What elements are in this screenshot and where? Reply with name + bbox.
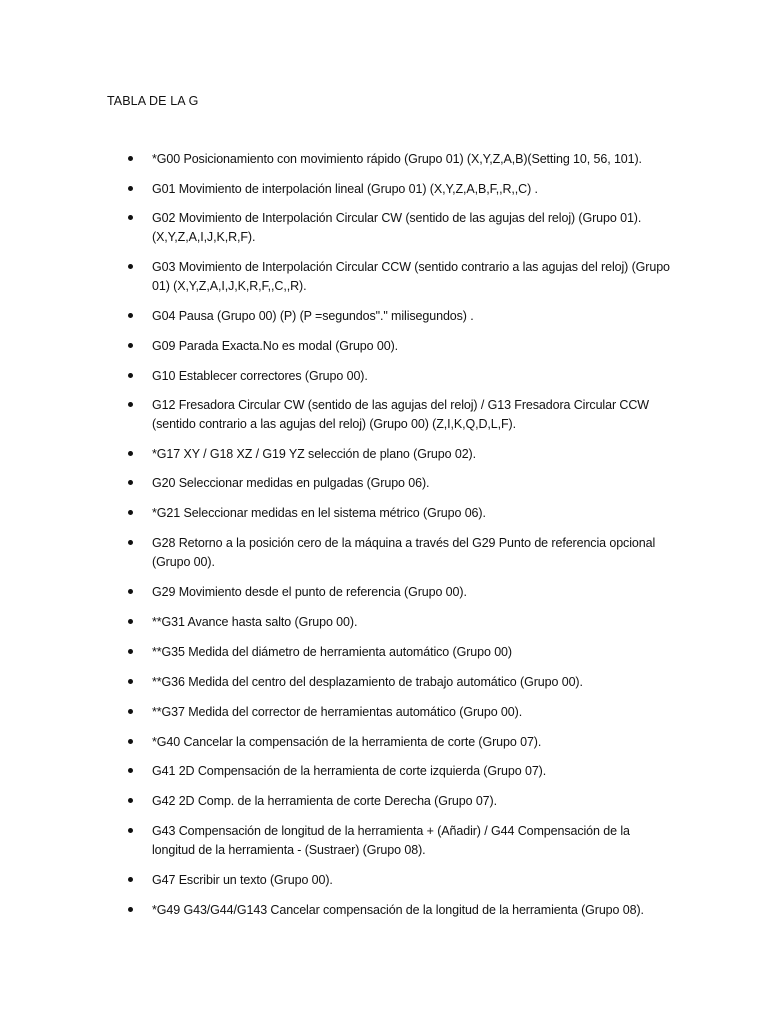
bullet-icon [128,540,133,545]
bullet-icon [128,451,133,456]
list-item-text: G47 Escribir un texto (Grupo 00). [152,873,333,887]
list-item-text: G04 Pausa (Grupo 00) (P) (P =segundos"." milisegundos) . [152,309,474,323]
list-item-text: **G36 Medida del centro del desplazamiento de trabajo automático (Grupo 00). [152,675,583,689]
document-title: TABLA DE LA G [107,94,199,108]
bullet-icon [128,156,133,161]
bullet-icon [128,343,133,348]
bullet-icon [128,907,133,912]
list-item-text: G42 2D Comp. de la herramienta de corte Derecha (Grupo 07). [152,794,497,808]
list-item-text: G09 Parada Exacta.No es modal (Grupo 00). [152,339,399,353]
list-item-text: G29 Movimiento desde el punto de referencia (Grupo 00). [152,585,467,599]
list-item-text: G43 Compensación de longitud de la herramienta + (Añadir) / G44 Compensación de la longitud de la herramienta - (Sustraer) (Grupo 08). [152,824,630,857]
bullet-icon [128,510,133,515]
bullet-icon [128,402,133,407]
bullet-icon [128,589,133,594]
bullet-icon [128,215,133,220]
bullet-icon [128,480,133,485]
list-item-text: *G40 Cancelar la compensación de la herramienta de corte (Grupo 07). [152,735,542,749]
list-item-text: *G17 XY / G18 XZ / G19 YZ selección de plano (Grupo 02). [152,447,476,461]
list-item-text: **G35 Medida del diámetro de herramienta automático (Grupo 00) [152,645,512,659]
list-item-text: **G31 Avance hasta salto (Grupo 00). [152,615,358,629]
bullet-icon [128,313,133,318]
list-item-text: *G49 G43/G44/G143 Cancelar compensación de la longitud de la herramienta (Grupo 08). [152,903,644,917]
bullet-icon [128,877,133,882]
list-item-text: **G37 Medida del corrector de herramientas automático (Grupo 00). [152,705,523,719]
list-item-text: G01 Movimiento de interpolación lineal (Grupo 01) (X,Y,Z,A,B,F,,R,,C) . [152,182,538,196]
list-item-text: *G21 Seleccionar medidas en lel sistema métrico (Grupo 06). [152,506,486,520]
list-item-text: G02 Movimiento de Interpolación Circular CW (sentido de las agujas del reloj) (Grupo 01). (X,Y,Z,A,I,J,K,R,F). [152,211,642,244]
bullet-icon [128,828,133,833]
list-item-text: *G00 Posicionamiento con movimiento rápido (Grupo 01) (X,Y,Z,A,B)(Setting 10, 56, 101). [152,152,642,166]
list-item-text: G28 Retorno a la posición cero de la máquina a través del G29 Punto de referencia opcional (Grupo 00). [152,536,656,569]
bullet-icon [128,798,133,803]
bullet-icon [128,186,133,191]
list-item-text: G41 2D Compensación de la herramienta de corte izquierda (Grupo 07). [152,764,547,778]
list-item-text: G10 Establecer correctores (Grupo 00). [152,369,368,383]
bullet-icon [128,373,133,378]
list-item-text: G20 Seleccionar medidas en pulgadas (Grupo 06). [152,476,430,490]
list-item-text: G03 Movimiento de Interpolación Circular CCW (sentido contrario a las agujas del reloj) (Grupo 01) (X,Y,Z,A,I,J,K,R,F,,C,,R). [152,260,670,293]
bullet-icon [128,649,133,654]
bullet-icon [128,768,133,773]
bullet-icon [128,264,133,269]
bullet-icon [128,739,133,744]
bullet-icon [128,679,133,684]
bullet-icon [128,709,133,714]
bullet-icon [128,619,133,624]
list-item-text: G12 Fresadora Circular CW (sentido de las agujas del reloj) / G13 Fresadora Circular CCW (sentido contrario a las agujas del reloj) (Grupo 00) (Z,I,K,Q,D,L,F). [152,398,649,431]
